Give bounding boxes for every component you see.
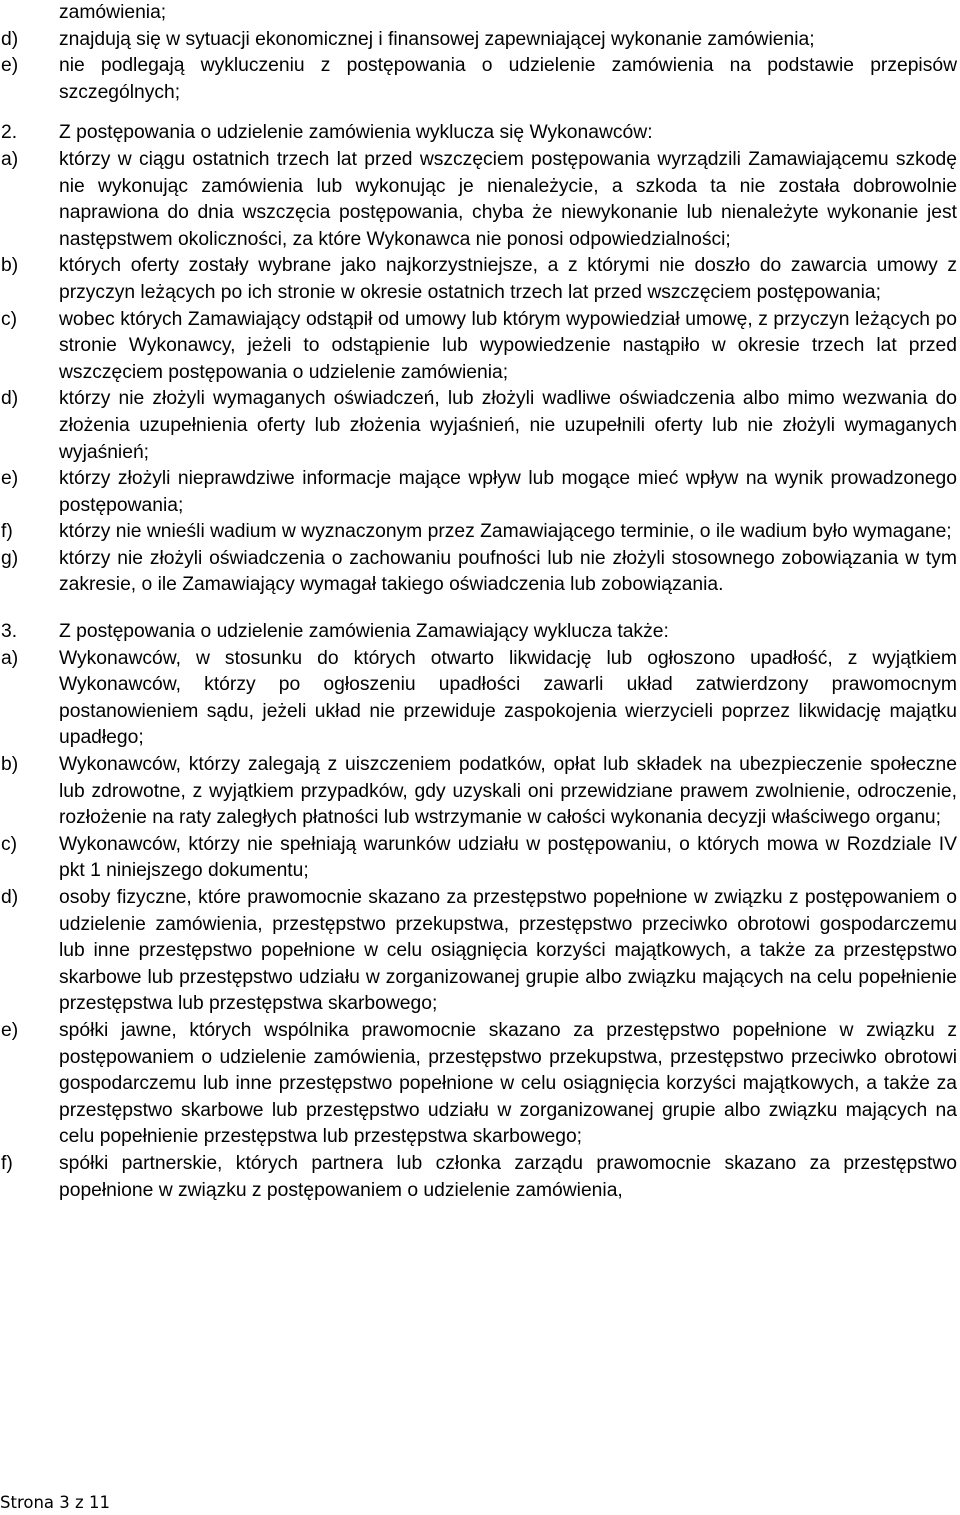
list-item [0,546,957,599]
list-item-text: Wykonawców, w stosunku do których otwarto likwidację lub ogłoszono upadłość, z wyjątkiem Wykonawców, którzy po ogłoszeniu upadłości zawarli układ zatwierdzony prawomocnym postanowieniem sądu, jeżeli układ nie przewiduje zaspokojenia wierzycieli poprzez likwidację majątku upadłego; [59,647,957,749]
list-item [0,646,957,752]
section-heading-text: Z postępowania o udzielenie zamówienia Zamawiający wyklucza także: [59,621,669,643]
list-item [0,1151,957,1204]
list-marker: f) [1,1152,13,1174]
section-heading-text: Z postępowania o udzielenie zamówienia wyklucza się Wykonawców: [59,122,653,144]
page-footer [0,1492,110,1514]
list-marker: f) [1,521,13,543]
section-heading [0,619,957,646]
list-marker: c) [1,833,18,855]
list-item-text: wobec których Zamawiający odstąpił od umowy lub którym wypowiedział umowę, z przyczyn leżących po stronie Wykonawcy, jeżeli to odstąpienie lub wypowiedzenie nastąpiło w okresie trzech lat przed wszczęciem postępowania o udzielenie zamówienia; [59,308,957,383]
list-item [0,253,957,306]
list-item [0,27,957,54]
section-number: 3. [1,621,18,643]
page-number-prefix: Strona [0,1493,55,1512]
list-item [0,53,957,106]
list-marker: d) [1,28,19,50]
list-item-text: spółki partnerskie, których partnera lub członka zarządu prawomocnie skazano za przestępstwo popełnione w związku z postępowaniem o udzielenie zamówienia, [59,1152,957,1201]
list-marker: e) [1,1019,19,1041]
list-marker: d) [1,887,19,908]
list-item-text: którzy nie złożyli wymaganych oświadczeń, lub złożyli wadliwe oświadczenia albo mimo wezwania do złożenia uzupełnienia oferty lub złożenia wyjaśnień, nie uzupełnili oferty lub nie złożyli wymaganych wyjaśnień; [59,388,957,463]
list-marker: b) [1,754,19,776]
list-item-text: Wykonawców, którzy nie spełniają warunków udziału w postępowaniu, o których mowa w Rozdziale IV pkt 1 niniejszego dokumentu; [59,833,957,882]
page-number-separator: z [75,1493,84,1512]
list-item [0,307,957,387]
list-item [0,885,957,1018]
section-number: 2. [1,122,18,144]
list-item-text: którzy nie wnieśli wadium w wyznaczonym przez Zamawiającego terminie, o ile wadium było wymagane; [59,521,952,543]
list-item [0,147,957,253]
continued-fragment: zamówienia; [59,2,167,23]
section-3 [0,619,957,1204]
list-item [0,466,957,519]
list-item-text: znajdują się w sytuacji ekonomicznej i finansowej zapewniającej wykonanie zamówienia; [59,28,815,50]
list-marker: d) [1,388,19,410]
list-item [0,386,957,466]
page-number-total: 11 [88,1493,110,1512]
section-heading [0,120,957,147]
list-item-text: osoby fizyczne, które prawomocnie skazano za przestępstwo popełnione w związku z postępowaniem o udzielenie zamówienia, przestępstwo przekupstwa, przestępstwo przeciwko obrotowi gospodarczemu lub inne przestępstwo popełnione w celu osiągnięcia korzyści majątkowych, a także za przestępstwo skarbowe lub przestępstwo udziału w zorganizowanej grupie albo związku mających na celu popełnienie przestępstwa lub przestępstwa skarbowego; [59,887,957,1015]
list-marker: e) [1,468,19,490]
prelist [0,27,957,107]
list-marker: b) [1,255,19,277]
section-2 [0,120,957,599]
list-marker: c) [1,308,18,330]
list-marker: g) [1,547,19,569]
list-item-text: którzy złożyli nieprawdziwe informacje mające wpływ lub mogące mieć wpływ na wynik prowadzonego postępowania; [59,468,957,516]
list-item-text: którzy nie złożyli oświadczenia o zachowaniu poufności lub nie złożyli stosownego zobowiązania w tym zakresie, o ile Zamawiający wymagał takiego oświadczenia lub zobowiązania. [59,547,957,596]
list-item-text: Wykonawców, którzy zalegają z uiszczeniem podatków, opłat lub składek na ubezpieczenie społeczne lub zdrowotne, z wyjątkiem przypadków, gdy uzyskali oni przewidziane prawem zwolnienie, odroczenie, rozłożenie na raty zaległych płatności lub wstrzymanie w całości wykonania decyzji właściwego organu; [59,754,957,829]
list-marker: a) [1,647,19,669]
list-marker: a) [1,148,19,170]
list-item-text: nie podlegają wykluczeniu z postępowania o udzielenie zamówienia na podstawie przepisów szczególnych; [59,55,957,103]
list-item [0,752,957,832]
list-item-text: którzy w ciągu ostatnich trzech lat przed wszczęciem postępowania wyrządzili Zamawiającemu szkodę nie wykonując zamówienia lub wykonując je nienależycie, a szkoda ta nie została dobrowolnie naprawiona do dnia wszczęcia postępowania, chyba że niewykonanie lub nienależyte wykonanie jest następstwem okoliczności, za które Wykonawca nie ponosi odpowiedzialności; [59,148,957,250]
list-marker: e) [1,55,19,77]
list-item-text: spółki jawne, których wspólnika prawomocnie skazano za przestępstwo popełnione w związku z postępowaniem o udzielenie zamówienia, przestępstwo przekupstwa, przestępstwo przeciwko obrotowi gospodarczemu lub inne przestępstwo popełnione w celu osiągnięcia korzyści majątkowych, a także za przestępstwo skarbowe lub przestępstwo udziału w zorganizowanej grupie albo związku mających na celu popełnienie przestępstwa lub przestępstwa skarbowego; [59,1019,957,1148]
list-item [0,832,957,885]
list-item [0,519,957,546]
page-number-current: 3 [59,1493,70,1512]
list-item [0,1018,957,1151]
list-item-text: których oferty zostały wybrane jako najkorzystniejsze, a z którymi nie doszło do zawarcia umowy z przyczyn leżących po ich stronie w okresie ostatnich trzech lat przed wszczęciem postępowania; [59,255,957,303]
